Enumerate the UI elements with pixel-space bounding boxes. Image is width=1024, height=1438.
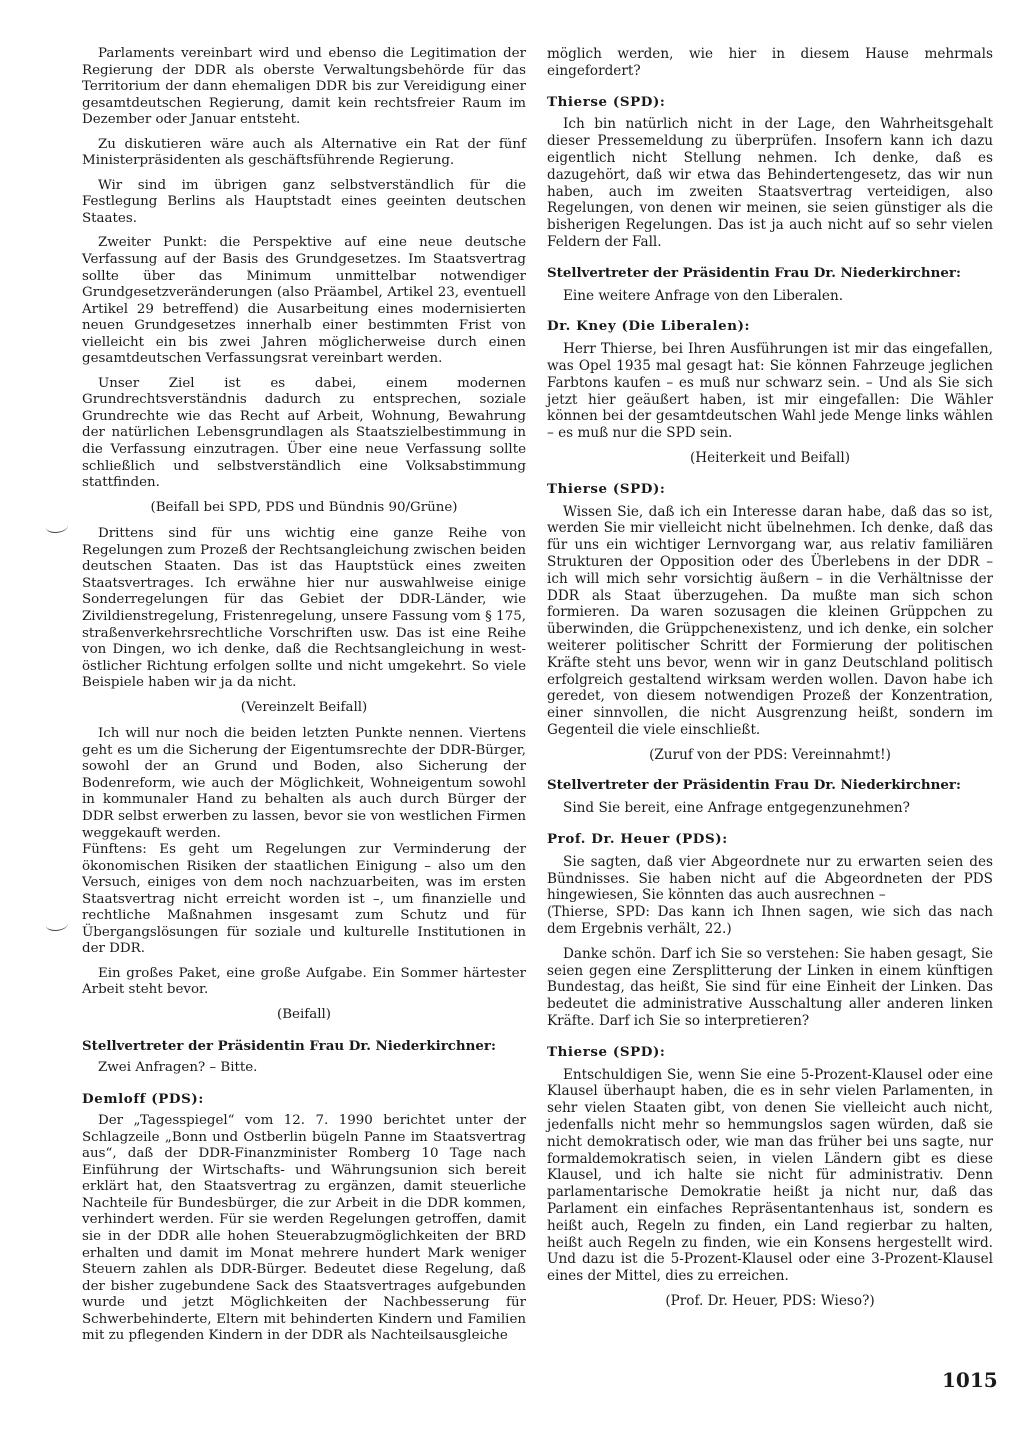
speaker-heading: Stellvertreter der Präsidentin Frau Dr. Niederkirchner:	[82, 1037, 496, 1054]
interjection: (Heiterkeit und Beifall)	[689, 449, 851, 466]
speaker-heading: Thierse (SPD):	[547, 480, 666, 497]
paragraph: Ich will nur noch die beiden letzten Punkte nennen. Viertens geht es um die Sicherung der Eigentumsrechte der DDR-Bürger, sowohl der an Grund und Boden, also Sicherung der Bodenreform, wie auch der Möglichkeit, Wohneigentum sowohl in kommunaler Hand zu behalten als auch durch Bürger der DDR selbst erwerben zu lassen, bevor sie von westlichen Firmen weggekauft werden.	[82, 726, 526, 841]
speaker-heading: Stellvertreter der Präsidentin Frau Dr. Niederkirchner:	[547, 264, 961, 281]
paragraph: Fünftens: Es geht um Regelungen zur Verminderung der ökonomischen Risiken der staatlichen Einigung – also um den Versuch, einiges von dem noch nachzuarbeiten, was im ersten Staatsvertrag nicht erreicht worden ist –, um finanzielle und rechtliche Maßnahmen insgesamt zum Schutz und für Übergangslösungen für soziale und kulturelle Institutionen in der DDR.	[82, 842, 526, 957]
speaker-heading: Stellvertreter der Präsidentin Frau Dr. Niederkirchner:	[547, 777, 961, 794]
margin-pen-mark	[46, 520, 68, 533]
speaker-heading: Thierse (SPD):	[547, 93, 666, 110]
page-number: 1015	[942, 1368, 998, 1392]
speaker-heading: Thierse (SPD):	[547, 1043, 666, 1060]
paragraph: Zwei Anfragen? – Bitte.	[98, 1060, 258, 1076]
interjection: (Beifall)	[276, 1006, 331, 1022]
paragraph: Unser Ziel ist es dabei, einem modernen Grundrechtsverständnis dadurch zu entsprechen, soziale Grundrechte wie das Recht auf Arbeit, Wohnung, Bewahrung der natürlichen Lebensgrundlagen als Staatszielbestimmung in die Verfassung einzutragen. Über eine neue Verfassung sollte schließlich und selbstverständlich eine Volksabstimmung stattfinden.	[82, 375, 526, 491]
paragraph: Wir sind im übrigen ganz selbstverständlich für die Festlegung Berlins als Hauptstadt eines geeinten deutschen Staates.	[82, 177, 526, 226]
paragraph: Parlaments vereinbart wird und ebenso die Legitimation der Regierung der DDR als oberste Verwaltungsbehörde für das Territorium der dann ehemaligen DDR bis zur Vereidigung einer gesamtdeutschen Regierung, damit kein rechtsfreier Raum im Dezember oder Januar entsteht.	[82, 46, 526, 128]
left-column	[82, 46, 526, 1345]
paragraph: Ich bin natürlich nicht in der Lage, den Wahrheitsgehalt dieser Pressemeldung zu überprüfen. Insofern kann ich dazu eigentlich nicht Stellung nehmen. Ich denke, daß es dazugehört, daß wir etwa das Behindertengesetz, das wir nun haben, auch im zweiten Staatsvertrag verteidigen, also Regelungen, von denen wir meinen, sie seien günstiger als die bisherigen Regelungen. Das ist ja auch nicht auf so sehr vielen Feldern der Fall.	[547, 116, 993, 250]
interjection: (Beifall bei SPD, PDS und Bündnis 90/Grüne)	[150, 499, 458, 515]
interjection: (Zuruf von der PDS: Vereinnahmt!)	[649, 746, 891, 763]
paragraph: Wissen Sie, daß ich ein Interesse daran habe, daß das so ist, werden Sie mir vielleicht nicht übelnehmen. Ich denke, daß das für uns ein wichtiger Lernvorgang war, aus relativ familiären Strukturen der Opposition oder des Überlebens in der DDR – ich will mich sehr vorsichtig äußern – in die Verhältnisse der DDR als Staat überzugehen. Da mußte man sich schon formieren. Da waren sozusagen die kleinen Grüppchen zu überwinden, die Grüppchenexistenz, und ich denke, ein solcher weiterer politischer Schritt der Formierung der politischen Kräfte steht uns bevor, wenn wir in ganz Deutschland politisch erfolgreich gestaltend wirksam werden wollen. Davon habe ich geredet, von diesem notwendigen Prozeß der Konzentration, einer sinnvollen, die nicht Ausgrenzung heißt, sondern im Gegenteil die viele einschließt.	[547, 503, 993, 738]
paragraph: Sind Sie bereit, eine Anfrage entgegenzunehmen?	[563, 800, 910, 817]
interjection: (Prof. Dr. Heuer, PDS: Wieso?)	[665, 1293, 875, 1309]
paragraph: Zweiter Punkt: die Perspektive auf eine neue deutsche Verfassung auf der Basis des Grundgesetzes. Im Staatsvertrag sollte über das Minimum unmittelbar notwendiger Grundgesetzveränderungen (also Präambel, Artikel 23, eventuell Artikel 29 betreffend) die Ausarbeitung eines modernisierten neuen Grundgesetzes innerhalb einer bestimmten Frist von vielleicht ein bis zwei Jahren möglicherweise durch einen gesamtdeutschen Verfassungsrat vereinbart werden.	[82, 235, 526, 367]
paragraph: Entschuldigen Sie, wenn Sie eine 5-Prozent-Klausel oder eine Klausel überhaupt haben, die es in sehr vielen Parlamenten, in sehr vielen Staaten gibt, von denen Sie vielleicht auch nicht, jedenfalls nicht mehr so hemmungslos sagen würden, daß sie nicht demokratisch oder, wie man das früher bei uns sagte, nur formaldemokratisch seien, in vielen Ländern gibt es diese Klausel, und ich halte sie nicht für administrativ. Denn parlamentarische Demokratie heißt ja nicht nur, daß das Parlament ein einfaches Repräsentantenhaus ist, sondern es heißt auch, Regeln zu finden, ein Land regierbar zu halten, heißt auch Regeln zu finden, wie ein Konsens hergestellt wird. Und dazu ist die 5-Prozent-Klausel oder eine 3-Prozent-Klausel eines der Mittel, dies zu erreichen.	[547, 1066, 993, 1285]
paragraph: Drittens sind für uns wichtig eine ganze Reihe von Regelungen zum Prozeß der Rechtsangleichung zwischen beiden deutschen Staaten. Das ist das Hauptstück eines zweiten Staatsvertrages. Ich erwähne hier nur auswahlweise einige Sonderregelungen für das Gebiet der DDR-Länder, wie Zivildienstregelung, Fristenregelung, unsere Fassung vom § 175, straßenverkehrsrechtliche Vorschriften usw. Das ist eine Reihe von Dingen, wo ich denke, daß die Rechtsangleichung in west-östlicher Richtung erfolgen sollte und nicht umgekehrt. So viele Beispiele haben wir ja da nicht.	[82, 526, 526, 691]
paragraph: möglich werden, wie hier in diesem Hause mehrmals eingefordert?	[547, 46, 993, 79]
interjection: (Vereinzelt Beifall)	[240, 699, 368, 715]
paragraph: Ein großes Paket, eine große Aufgabe. Ein Sommer härtester Arbeit steht bevor.	[82, 965, 526, 998]
margin-pen-mark	[46, 918, 68, 931]
paragraph: Der „Tagesspiegel“ vom 12. 7. 1990 berichtet unter der Schlagzeile „Bonn und Ostberlin bügeln Panne im Staatsvertrag aus“, daß der DDR-Finanzminister Romberg 10 Tage nach Einführung der Wirtschafts- und Währungsunion sich bereit erklärt hat, den Staatsvertrag zu ergänzen, damit steuerliche Nachteile für Bundesbürger, die zur Arbeit in die DDR kommen, verhindert werden. Für sie werden Regelungen getroffen, damit sie in der DDR alle hohen Steuerabzugmöglichkeiten der BRD erhalten und damit im Monat mehrere hundert Mark weniger Steuern zahlen als DDR-Bürger. Bedeutet diese Regelung, daß der bisher zugebundene Sack des Staatsvertrages aufgebunden wurde und jetzt Möglichkeiten der Nachbesserung für Schwerbehinderte, Eltern mit behinderten Kindern und Familien mit zu pflegenden Kindern in der DDR als Nachteilsausgleiche	[82, 1113, 526, 1344]
paragraph: Danke schön. Darf ich Sie so verstehen: Sie haben gesagt, Sie seien gegen eine Zersplitterung der Linken in einem künftigen Bundestag, das heißt, Sie sind für eine Einheit der Linken. Das bedeutet die administrative Ausschaltung aller anderen linken Kräfte. Darf ich Sie so interpretieren?	[547, 945, 993, 1030]
paragraph: Herr Thierse, bei Ihren Ausführungen ist mir das eingefallen, was Opel 1935 mal gesagt hat: Sie können Fahrzeuge jeglichen Farbtons kaufen – es muß nur schwarz sein. – Und als Sie sich jetzt hier geäußert haben, ist mir eingefallen: Die Wähler können bei der gesamtdeutschen Wahl jede Menge links wählen – es muß nur die SPD sein.	[547, 341, 993, 442]
speaker-heading: Prof. Dr. Heuer (PDS):	[547, 831, 728, 848]
right-column	[547, 46, 993, 1320]
speaker-heading: Demloff (PDS):	[82, 1090, 204, 1107]
speaker-heading: Dr. Kney (Die Liberalen):	[547, 318, 751, 335]
paragraph: (Thierse, SPD: Das kann ich Ihnen sagen, wie sich das nach dem Ergebnis verhält, 22.)	[547, 904, 993, 938]
paragraph: Eine weitere Anfrage von den Liberalen.	[563, 287, 844, 304]
paragraph: Sie sagten, daß vier Abgeordnete nur zu erwarten seien des Bündnisses. Sie haben nicht auf die Abgeordneten der PDS hingewiesen, Sie könnten das auch ausrechnen –	[547, 853, 993, 904]
paragraph: Zu diskutieren wäre auch als Alternative ein Rat der fünf Ministerpräsidenten als geschäftsführende Regierung.	[82, 136, 526, 169]
